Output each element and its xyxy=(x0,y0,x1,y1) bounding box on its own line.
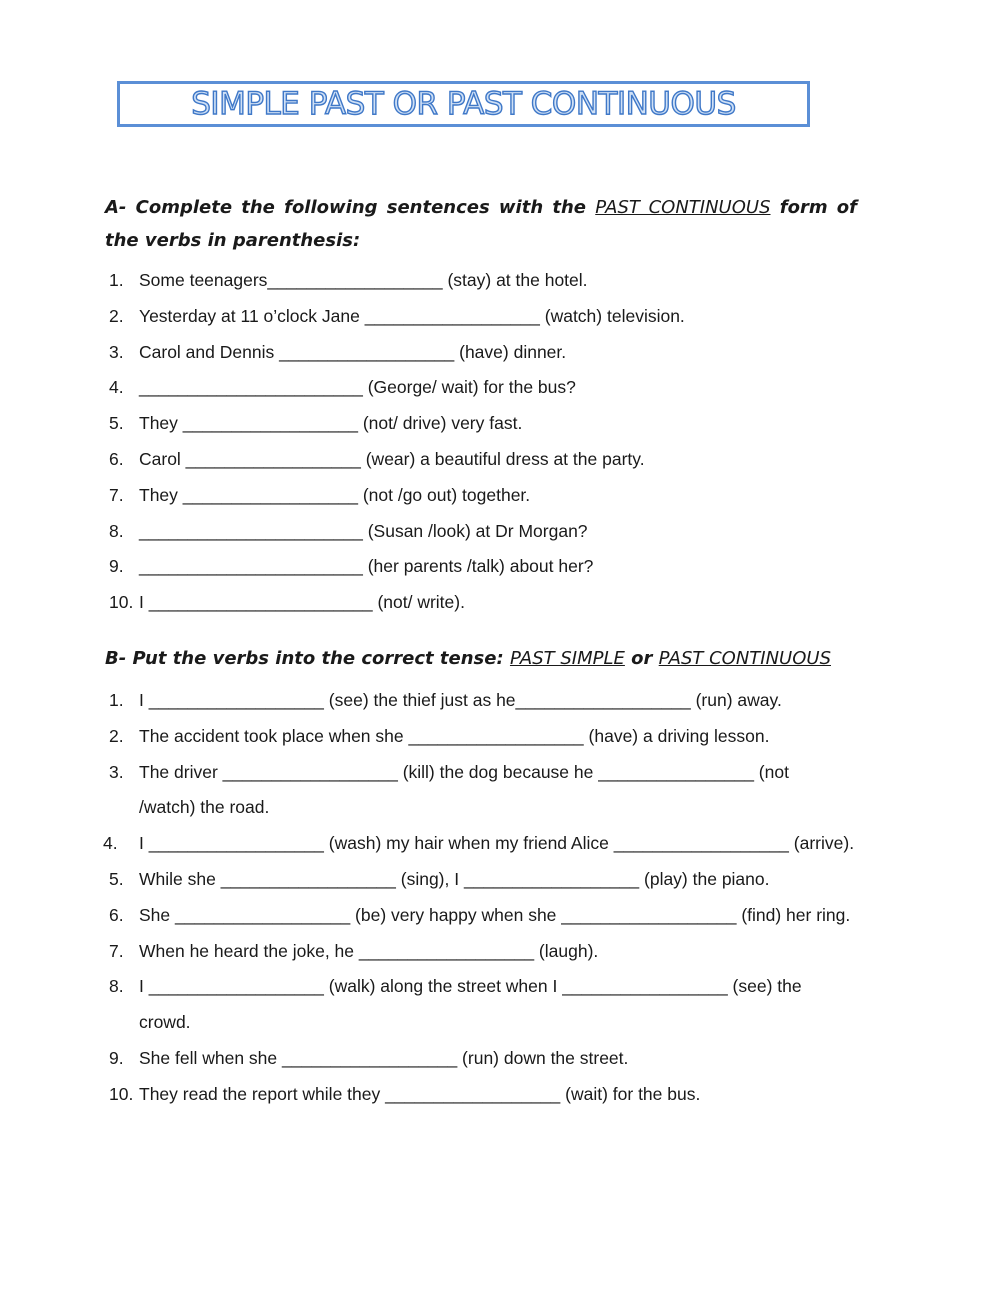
list-item xyxy=(0,898,899,934)
item-text: _______________________ (her parents /talk) about her? xyxy=(139,556,594,577)
item-text: Yesterday at 11 o’clock Jane __________________ (watch) television. xyxy=(139,305,685,326)
item-number: 6. xyxy=(109,904,124,925)
list-item xyxy=(0,755,899,791)
section-b-instruction-start: B- Put the verbs into the correct tense: xyxy=(105,648,510,669)
item-number: 9. xyxy=(109,1047,124,1068)
item-text: Carol __________________ (wear) a beautiful dress at the party. xyxy=(139,448,645,469)
item-number: 10. xyxy=(109,592,134,613)
item-number: 7. xyxy=(109,484,124,505)
section-a-instruction-start: A- Complete the following sentences with the xyxy=(105,197,596,218)
list-item xyxy=(0,683,899,719)
section-b-instruction-or: or xyxy=(624,648,659,669)
item-text: I _______________________ (not/ write). xyxy=(139,592,465,613)
item-text: I __________________ (see) the thief just as he__________________ (run) away. xyxy=(139,690,782,710)
list-item xyxy=(0,406,899,442)
item-text: _______________________ (George/ wait) for the bus? xyxy=(139,377,576,398)
item-text: When he heard the joke, he __________________ (laugh). xyxy=(139,940,599,961)
item-text: They __________________ (not /go out) together. xyxy=(139,484,531,505)
list-item xyxy=(0,299,899,335)
item-number: 9. xyxy=(109,556,124,577)
section-a-instruction-end: form of the verbs in parenthesis: xyxy=(105,197,857,251)
list-item xyxy=(0,826,899,862)
list-item xyxy=(0,1077,899,1113)
item-number: 4. xyxy=(103,833,118,854)
item-number: 3. xyxy=(109,341,124,362)
item-text: They __________________ (not/ drive) very fast. xyxy=(139,413,523,434)
section-b-instruction xyxy=(105,645,875,673)
list-item-continuation xyxy=(0,1005,899,1041)
item-number: 1. xyxy=(109,270,124,290)
section-b-list xyxy=(0,683,899,1113)
list-item xyxy=(0,514,899,550)
list-item xyxy=(0,442,899,478)
item-text: I __________________ (wash) my hair when my friend Alice __________________ (arrive). xyxy=(139,833,855,854)
item-text: They read the report while they __________________ (wait) for the bus. xyxy=(139,1083,701,1104)
item-number: 7. xyxy=(109,940,124,961)
item-text: _______________________ (Susan /look) at Dr Morgan? xyxy=(139,520,588,541)
list-item-continuation xyxy=(0,790,899,826)
item-text: While she __________________ (sing), I __________________ (play) the piano. xyxy=(139,868,770,889)
item-number: 2. xyxy=(109,725,124,746)
item-text: Some teenagers__________________ (stay) at the hotel. xyxy=(139,270,588,290)
page-title: SIMPLE PAST OR PAST CONTINUOUS xyxy=(191,86,736,122)
item-number: 5. xyxy=(109,868,124,889)
item-number: 3. xyxy=(109,761,124,782)
list-item xyxy=(0,370,899,406)
item-number: 5. xyxy=(109,413,124,434)
list-item xyxy=(0,335,899,371)
list-item xyxy=(0,862,899,898)
item-number: 2. xyxy=(109,305,124,326)
item-text: The driver __________________ (kill) the dog because he ________________ (not xyxy=(139,761,789,782)
section-b-tense-continuous: PAST CONTINUOUS xyxy=(658,648,831,669)
item-number: 4. xyxy=(109,377,124,398)
list-item xyxy=(0,969,899,1005)
item-text: I __________________ (walk) along the street when I _________________ (see) the xyxy=(139,976,802,997)
item-text: /watch) the road. xyxy=(139,797,270,818)
list-item xyxy=(0,263,899,299)
list-item xyxy=(0,585,899,621)
list-item xyxy=(0,478,899,514)
item-text: She __________________ (be) very happy when she __________________ (find) her ring. xyxy=(139,904,851,925)
item-number: 10. xyxy=(109,1083,134,1104)
section-a-list xyxy=(0,263,899,621)
list-item xyxy=(0,549,899,585)
list-item xyxy=(0,1041,899,1077)
item-number: 8. xyxy=(109,976,124,997)
section-b-tense-simple: PAST SIMPLE xyxy=(509,648,625,669)
section-a-instruction xyxy=(105,191,857,257)
title-box xyxy=(117,81,810,127)
item-text: Carol and Dennis __________________ (have) dinner. xyxy=(139,341,567,362)
item-number: 8. xyxy=(109,520,124,541)
list-item xyxy=(0,719,899,755)
item-text: She fell when she __________________ (run) down the street. xyxy=(139,1047,629,1068)
item-text: crowd. xyxy=(139,1012,191,1033)
item-number: 6. xyxy=(109,448,124,469)
list-item xyxy=(0,934,899,970)
section-a-tense-emphasis: PAST CONTINUOUS xyxy=(595,197,771,218)
item-number: 1. xyxy=(109,690,124,710)
item-text: The accident took place when she __________________ (have) a driving lesson. xyxy=(139,725,770,746)
